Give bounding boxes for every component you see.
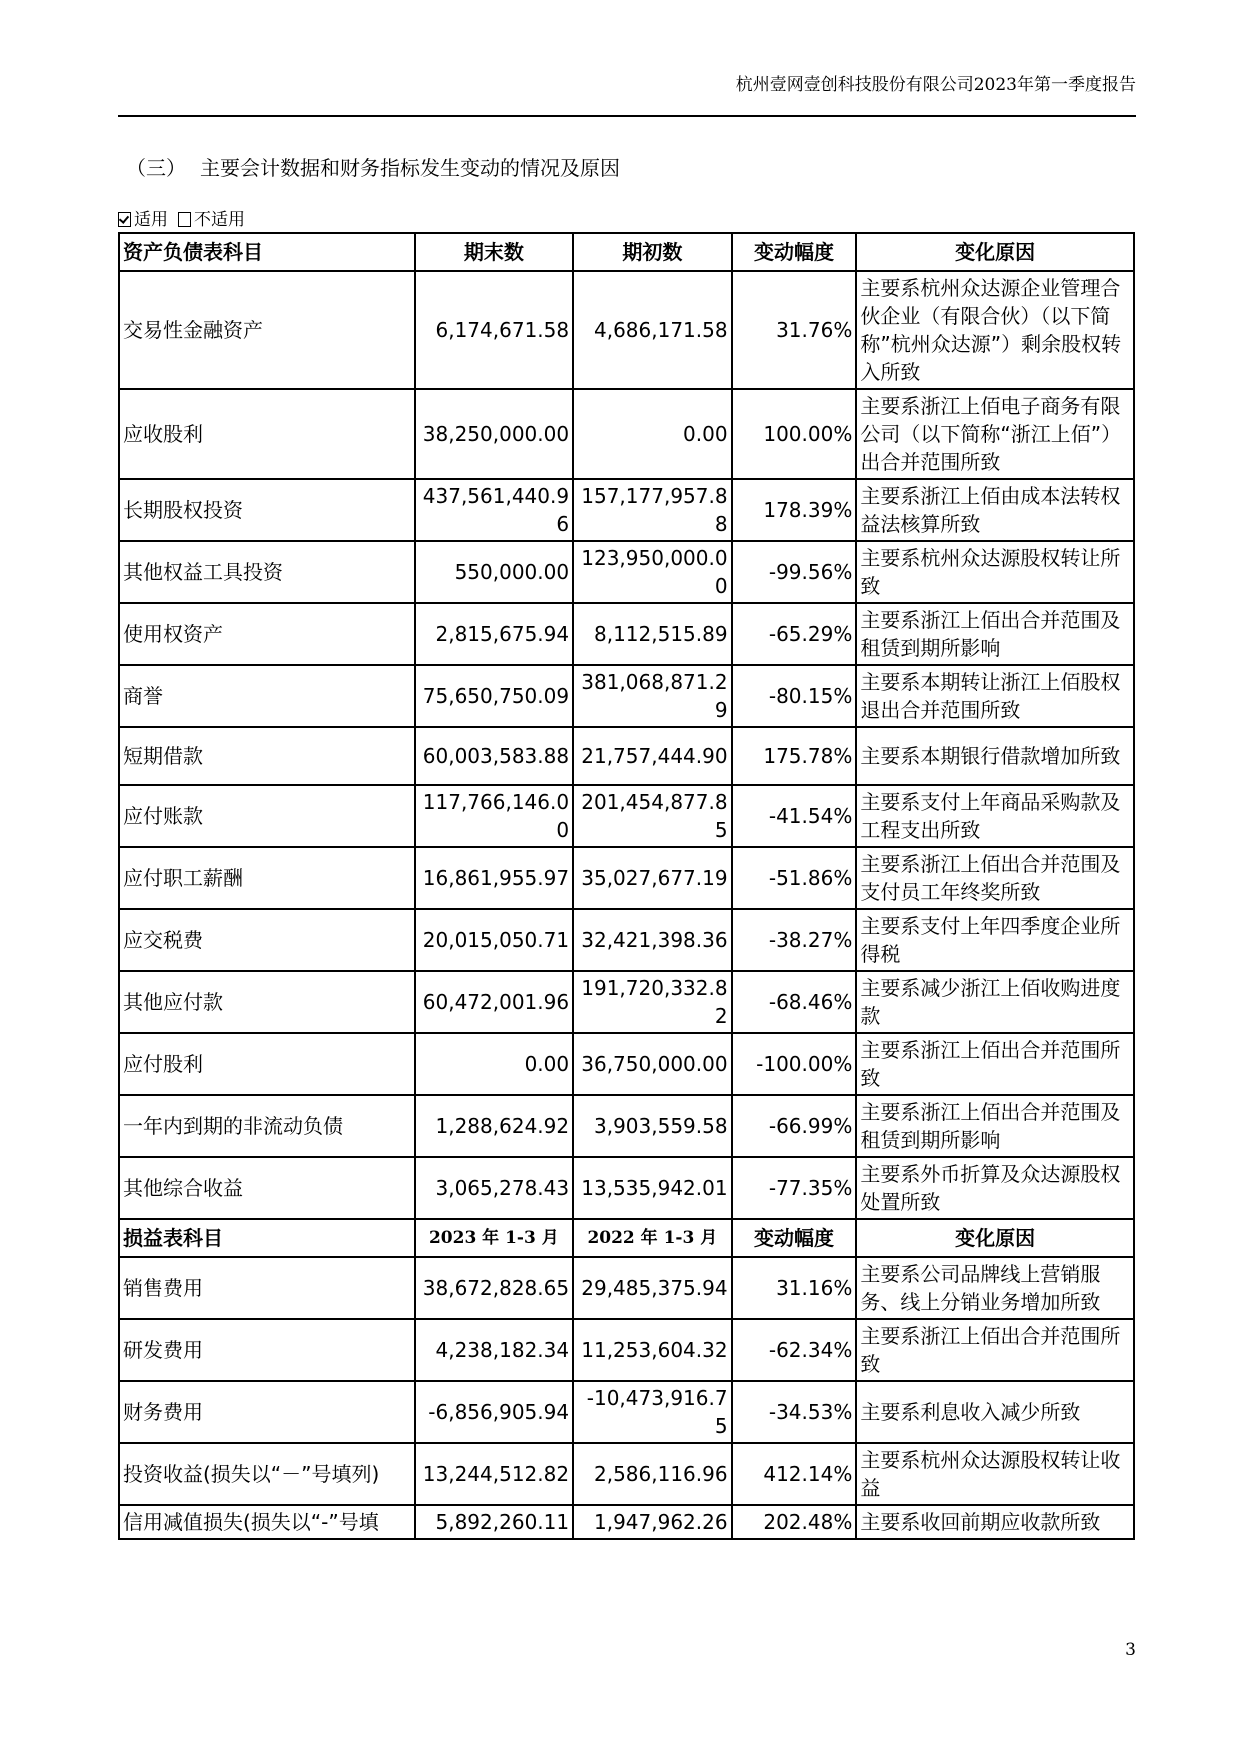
row-value-1: 6,174,671.58 [415, 271, 573, 389]
header-period-start: 期初数 [573, 233, 731, 271]
row-value-1: 1,288,624.92 [415, 1095, 573, 1157]
table-row [119, 909, 1134, 971]
row-item: 应付账款 [119, 785, 415, 847]
applicable-label: 适用 [134, 210, 168, 230]
row-reason: 主要系支付上年四季度企业所得税 [856, 909, 1134, 971]
row-value-1: 60,003,583.88 [415, 727, 573, 785]
table-row [119, 1157, 1134, 1219]
row-reason: 主要系本期银行借款增加所致 [856, 727, 1134, 785]
row-value-1: 550,000.00 [415, 541, 573, 603]
row-value-2: 32,421,398.36 [573, 909, 731, 971]
row-change: -41.54% [732, 785, 857, 847]
row-value-2: 3,903,559.58 [573, 1095, 731, 1157]
row-change: -80.15% [732, 665, 857, 727]
row-reason: 主要系利息收入减少所致 [856, 1381, 1134, 1443]
row-value-1: 2,815,675.94 [415, 603, 573, 665]
row-reason: 主要系浙江上佰电子商务有限公司（以下简称“浙江上佰”）出合并范围所致 [856, 389, 1134, 479]
row-change: 175.78% [732, 727, 857, 785]
row-item: 财务费用 [119, 1381, 415, 1443]
row-value-2: 36,750,000.00 [573, 1033, 731, 1095]
row-reason: 主要系浙江上佰出合并范围所致 [856, 1033, 1134, 1095]
financial-changes-table [118, 232, 1135, 1540]
row-change: 31.76% [732, 271, 857, 389]
page-number: 3 [1125, 1640, 1136, 1660]
row-item: 一年内到期的非流动负债 [119, 1095, 415, 1157]
row-value-1: 60,472,001.96 [415, 971, 573, 1033]
row-reason: 主要系浙江上佰出合并范围及租赁到期所影响 [856, 1095, 1134, 1157]
table-row [119, 389, 1134, 479]
row-change: -34.53% [732, 1381, 857, 1443]
table-row [119, 1381, 1134, 1443]
table-row [119, 479, 1134, 541]
row-change: -51.86% [732, 847, 857, 909]
row-item: 应交税费 [119, 909, 415, 971]
header-item: 损益表科目 [119, 1219, 415, 1257]
row-item: 商誉 [119, 665, 415, 727]
header-period-2022: 2022 年 1-3 月 [573, 1219, 731, 1257]
report-header: 杭州壹网壹创科技股份有限公司2023年第一季度报告 [735, 75, 1136, 95]
row-reason: 主要系浙江上佰出合并范围所致 [856, 1319, 1134, 1381]
header-change: 变动幅度 [732, 233, 857, 271]
row-item: 应付职工薪酬 [119, 847, 415, 909]
applicable-checkbox[interactable] [118, 212, 131, 227]
row-change: 178.39% [732, 479, 857, 541]
table-row [119, 785, 1134, 847]
row-reason: 主要系公司品牌线上营销服务、线上分销业务增加所致 [856, 1257, 1134, 1319]
balance-header-row [119, 233, 1134, 271]
row-value-2: 123,950,000.00 [573, 541, 731, 603]
row-item: 使用权资产 [119, 603, 415, 665]
row-value-2: 0.00 [573, 389, 731, 479]
balance-rows [119, 271, 1134, 1219]
section-title-text: 主要会计数据和财务指标发生变动的情况及原因 [200, 156, 620, 180]
row-value-2: 201,454,877.85 [573, 785, 731, 847]
row-reason: 主要系收回前期应收款所致 [856, 1505, 1134, 1539]
row-reason: 主要系杭州众达源股权转让收益 [856, 1443, 1134, 1505]
header-period-2023: 2023 年 1-3 月 [415, 1219, 573, 1257]
row-item: 长期股权投资 [119, 479, 415, 541]
row-value-2: 21,757,444.90 [573, 727, 731, 785]
table-row [119, 603, 1134, 665]
row-value-1: 16,861,955.97 [415, 847, 573, 909]
row-item: 应收股利 [119, 389, 415, 479]
table-row [119, 727, 1134, 785]
row-value-1: 75,650,750.09 [415, 665, 573, 727]
row-change: -77.35% [732, 1157, 857, 1219]
table-row [119, 1505, 1134, 1539]
row-reason: 主要系浙江上佰出合并范围及支付员工年终奖所致 [856, 847, 1134, 909]
applicability-options [118, 205, 245, 230]
row-item: 其他综合收益 [119, 1157, 415, 1219]
row-value-1: 38,250,000.00 [415, 389, 573, 479]
row-change: 100.00% [732, 389, 857, 479]
header-reason: 变化原因 [856, 1219, 1134, 1257]
row-change: -100.00% [732, 1033, 857, 1095]
row-value-2: 381,068,871.29 [573, 665, 731, 727]
row-value-2: 1,947,962.26 [573, 1505, 731, 1539]
row-value-2: 8,112,515.89 [573, 603, 731, 665]
row-change: 412.14% [732, 1443, 857, 1505]
row-change: -38.27% [732, 909, 857, 971]
table-row [119, 541, 1134, 603]
row-change: -68.46% [732, 971, 857, 1033]
row-value-1: 38,672,828.65 [415, 1257, 573, 1319]
row-item: 投资收益(损失以“－”号填列) [119, 1443, 415, 1505]
row-reason: 主要系杭州众达源企业管理合伙企业（有限合伙）（以下简称”杭州众达源”）剩余股权转入所致 [856, 271, 1134, 389]
section-title [126, 152, 620, 181]
table-row [119, 1033, 1134, 1095]
table-row [119, 1443, 1134, 1505]
table-row [119, 271, 1134, 389]
row-change: 31.16% [732, 1257, 857, 1319]
row-value-1: 20,015,050.71 [415, 909, 573, 971]
row-change: 202.48% [732, 1505, 857, 1539]
header-rule [118, 115, 1136, 117]
row-item: 其他权益工具投资 [119, 541, 415, 603]
table-row [119, 1257, 1134, 1319]
header-reason: 变化原因 [856, 233, 1134, 271]
row-value-2: 4,686,171.58 [573, 271, 731, 389]
table-row [119, 1319, 1134, 1381]
row-item: 应付股利 [119, 1033, 415, 1095]
row-value-2: 29,485,375.94 [573, 1257, 731, 1319]
row-reason: 主要系本期转让浙江上佰股权退出合并范围所致 [856, 665, 1134, 727]
row-item: 其他应付款 [119, 971, 415, 1033]
row-item: 信用减值损失(损失以“-”号填 [119, 1505, 415, 1539]
row-item: 销售费用 [119, 1257, 415, 1319]
balance-section [119, 233, 1134, 271]
table-row [119, 665, 1134, 727]
section-number: （三） [126, 156, 186, 180]
row-value-2: 35,027,677.19 [573, 847, 731, 909]
row-value-1: 3,065,278.43 [415, 1157, 573, 1219]
header-item: 资产负债表科目 [119, 233, 415, 271]
row-value-2: 11,253,604.32 [573, 1319, 731, 1381]
row-value-1: 437,561,440.96 [415, 479, 573, 541]
income-header-row [119, 1219, 1134, 1257]
row-reason: 主要系浙江上佰出合并范围及租赁到期所影响 [856, 603, 1134, 665]
row-item: 交易性金融资产 [119, 271, 415, 389]
row-value-1: 5,892,260.11 [415, 1505, 573, 1539]
table-row [119, 1095, 1134, 1157]
row-reason: 主要系减少浙江上佰收购进度款 [856, 971, 1134, 1033]
row-item: 研发费用 [119, 1319, 415, 1381]
row-change: -99.56% [732, 541, 857, 603]
row-value-1: -6,856,905.94 [415, 1381, 573, 1443]
income-section [119, 1219, 1134, 1257]
row-value-1: 4,238,182.34 [415, 1319, 573, 1381]
row-value-2: 2,586,116.96 [573, 1443, 731, 1505]
row-reason: 主要系杭州众达源股权转让所致 [856, 541, 1134, 603]
row-change: -65.29% [732, 603, 857, 665]
table-row [119, 971, 1134, 1033]
income-rows [119, 1257, 1134, 1539]
header-period-end: 期末数 [415, 233, 573, 271]
not-applicable-checkbox[interactable] [178, 212, 191, 227]
header-change: 变动幅度 [732, 1219, 857, 1257]
row-change: -66.99% [732, 1095, 857, 1157]
row-reason: 主要系支付上年商品采购款及工程支出所致 [856, 785, 1134, 847]
row-value-1: 13,244,512.82 [415, 1443, 573, 1505]
row-value-2: 191,720,332.82 [573, 971, 731, 1033]
table-row [119, 847, 1134, 909]
row-value-1: 117,766,146.00 [415, 785, 573, 847]
not-applicable-label: 不适用 [194, 210, 245, 230]
row-change: -62.34% [732, 1319, 857, 1381]
row-value-2: -10,473,916.75 [573, 1381, 731, 1443]
row-value-2: 13,535,942.01 [573, 1157, 731, 1219]
row-item: 短期借款 [119, 727, 415, 785]
row-reason: 主要系外币折算及众达源股权处置所致 [856, 1157, 1134, 1219]
row-reason: 主要系浙江上佰由成本法转权益法核算所致 [856, 479, 1134, 541]
row-value-2: 157,177,957.88 [573, 479, 731, 541]
row-value-1: 0.00 [415, 1033, 573, 1095]
